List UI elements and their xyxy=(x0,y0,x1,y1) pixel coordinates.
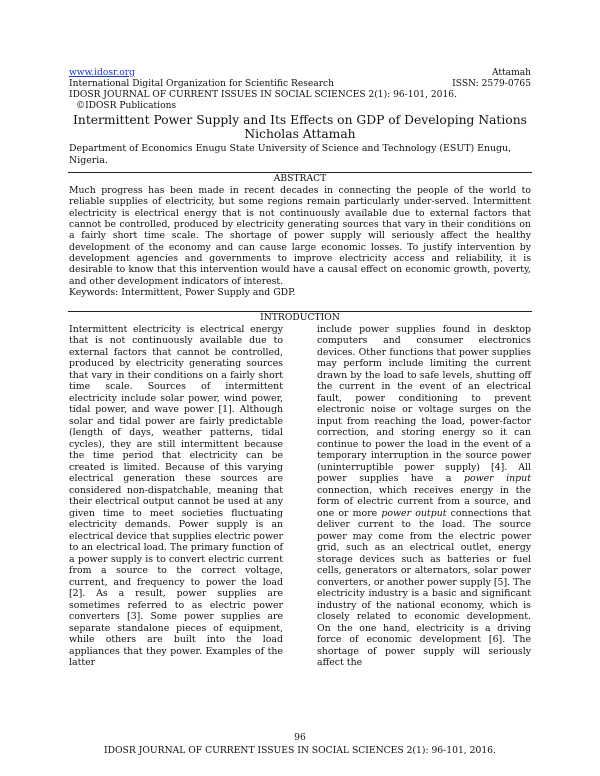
abstract-heading: ABSTRACT xyxy=(273,173,327,184)
keywords: Keywords: Intermittent, Power Supply and GDP. xyxy=(69,287,296,299)
running-author: Attamah xyxy=(491,68,531,78)
right-text-part-1: include power supplies found in desktop computers and consumer electronics devices. Other functions that power supplies may perform include limiting the current drawn by the load to safe levels, shutting off the current in the event of an electrical fault, power conditioning to prevent electronic noise or voltage surges on the input from reaching the load, power-factor correction, and storing energy so it can continue to power the load in the event of a temporary interruption in the source power (uninterruptible power supply) [4]. All power supplies have a xyxy=(317,324,531,485)
abstract-text: Much progress has been made in recent decades in connecting the people of the world to reliable supplies of electricity, but some regions remain particularly under-served. Intermittent electricity is electrical energy that is not continuously available due to external factors that cannot be controlled, produced by electricity generating sources that vary in their conditions on a fairly short time scale. The shortage of power supply will seriously affect the healthy development of the economy and can cause large economic losses. To justify intervention by development agencies and governments to improve electricity access and reliability, it is desirable to know that this intervention would have a causal effect on economic growth, poverty, and other development indicators of interest. xyxy=(69,185,531,287)
author-affiliation: Department of Economics Enugu State University of Science and Technology (ESUT) Enugu, Nigeria. xyxy=(69,143,512,166)
journal-citation-header: IDOSR JOURNAL OF CURRENT ISSUES IN SOCIAL SCIENCES 2(1): 96-101, 2016. xyxy=(69,90,457,100)
article-author: Nicholas Attamah xyxy=(244,127,356,141)
abstract-body xyxy=(69,185,531,298)
page-number: 96 xyxy=(294,732,306,743)
journal-citation-footer: IDOSR JOURNAL OF CURRENT ISSUES IN SOCIAL SCIENCES 2(1): 96-101, 2016. xyxy=(104,745,496,756)
copyright-notice: ©IDOSR Publications xyxy=(76,101,177,111)
power-input-term: power input xyxy=(463,473,531,485)
introduction-heading: INTRODUCTION xyxy=(260,312,340,323)
introduction-right-column xyxy=(317,324,531,669)
introduction-left-column xyxy=(69,324,283,669)
article-title: Intermittent Power Supply and Its Effects on GDP of Developing Nations xyxy=(73,113,527,127)
right-text-part-3: connections that deliver current to the load. The source power may come from the electric power grid, such as an electrical outlet, energy storage devices such as batteries or fuel cells, generators or alternators, solar power converters, or another power supply [5]. The electricity industry is a basic and significant industry of the national economy, which is closely related to economic development. On the one hand, electricity is a driving force of economic development [6]. The shortage of power supply will seriously affect the xyxy=(317,507,531,669)
introduction-left-text: Intermittent electricity is electrical energy that is not continuously available due to external factors that cannot be controlled, produced by electricity generating sources that vary in their conditions on a fairly short time scale. Sources of intermittent electricity include solar power, wind power, tidal power, and wave power [1]. Although solar and tidal power are fairly predictable (length of days, weather patterns, tidal cycles), they are still intermittent because the time period that electricity can be created is limited. Because of this varying electrical generation these sources are considered non-dispatchable, meaning that their electrical output cannot be used at any given time to meet societies fluctuating electricity demands. Power supply is an electrical device that supplies electric power to an electrical load. The primary function of a power supply is to convert electric current from a source to the correct voltage, current, and frequency to power the load [2]. As a result, power supplies are sometimes referred to as electric power converters [3]. Some power supplies are separate standalone pieces of equipment, while others are built into the load appliances that they power. Examples of the latter xyxy=(69,324,283,669)
website-link[interactable]: www.idosr.org xyxy=(69,68,135,78)
power-output-term: power output xyxy=(381,507,447,519)
issn: ISSN: 2579-0765 xyxy=(452,79,531,89)
organization-name: International Digital Organization for Scientific Research xyxy=(69,79,334,89)
introduction-right-text xyxy=(317,324,531,669)
right-text-part-2: connection, which receives energy in the form of electric current from a source, and one or more xyxy=(317,484,531,519)
